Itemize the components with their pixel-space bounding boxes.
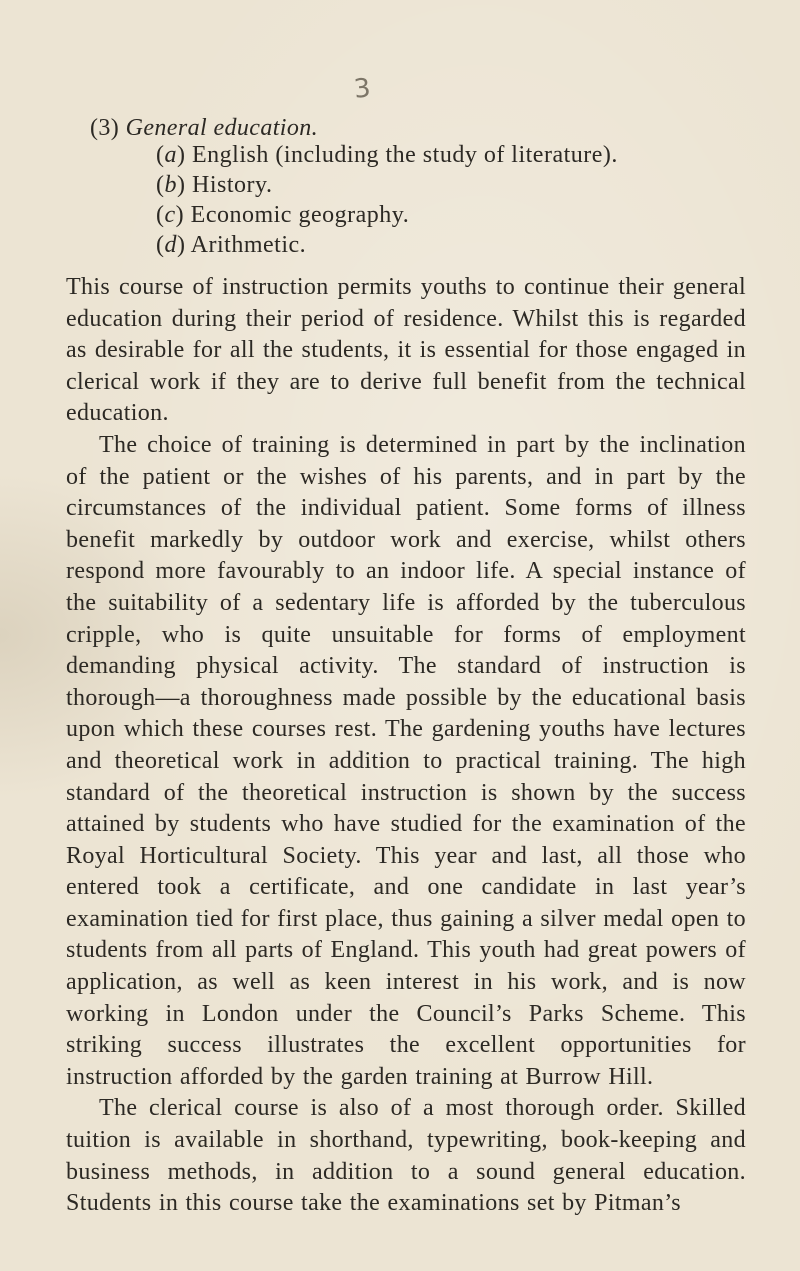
paragraph-general-education: This course of instruction permits youths to continue their general education during their period of residence. Whilst this is regarded as desirable for all the students, it is essential for those engaged in clerical work if they are to derive full benefit from the technical education.: [66, 274, 746, 427]
page-number-annotation: 3: [352, 73, 373, 105]
subject-item: (d) Arithmetic.: [156, 232, 307, 258]
section-number: (3): [90, 115, 120, 141]
subject-item: (a) English (including the study of literature).: [156, 142, 618, 168]
subject-marker: a: [164, 142, 177, 168]
paragraph-clerical-course: The clerical course is also of a most thorough order. Skilled tuition is available in shorthand, typewriting, book-keeping and business methods, in addition to a sound general education. Students in this course take the examinations set by Pitman’s: [66, 1095, 746, 1217]
subject-marker: c: [164, 202, 176, 228]
subject-list: [156, 140, 618, 260]
subject-marker: d: [164, 232, 177, 258]
section-title: General education.: [125, 115, 319, 141]
subject-item: (c) Economic geography.: [156, 202, 410, 228]
subject-text: Arithmetic.: [190, 232, 307, 258]
subject-marker: b: [164, 172, 177, 198]
paragraph-choice-of-training: The choice of training is determined in part by the inclination of the patient or the wishes of his parents, and in part by the circumstances of the individual patient. Some forms of illness benefit markedly by outdoor work and exercise, whilst others respond more favourably to an indoor life. A special instance of the suitability of a sedentary life is afforded by the tuberculous cripple, who is quite unsuitable for forms of employment demanding physical activity. The standard of instruction is thorough—a thoroughness made possible by the educational basis upon which these courses rest. The gardening youths have lectures and theoretical work in addition to practical training. The high standard of the theoretical instruction is shown by the success attained by students who have studied for the examination of the Royal Horticultural Society. This year and last, all those who entered took a certificate, and one candidate in last year’s examination tied for first place, thus gaining a silver medal open to students from all parts of England. This youth had great powers of application, as well as keen interest in his work, and is now working in London under the Council’s Parks Scheme. This striking success illustrates the excellent opportunities for instruction afforded by the garden training at Burrow Hill.: [66, 431, 746, 1090]
subject-text: History.: [192, 172, 273, 198]
subject-text: Economic geography.: [190, 202, 410, 228]
subject-text: English (including the study of literature).: [192, 142, 618, 168]
body-text: [66, 272, 746, 1220]
subject-item: (b) History.: [156, 172, 273, 198]
